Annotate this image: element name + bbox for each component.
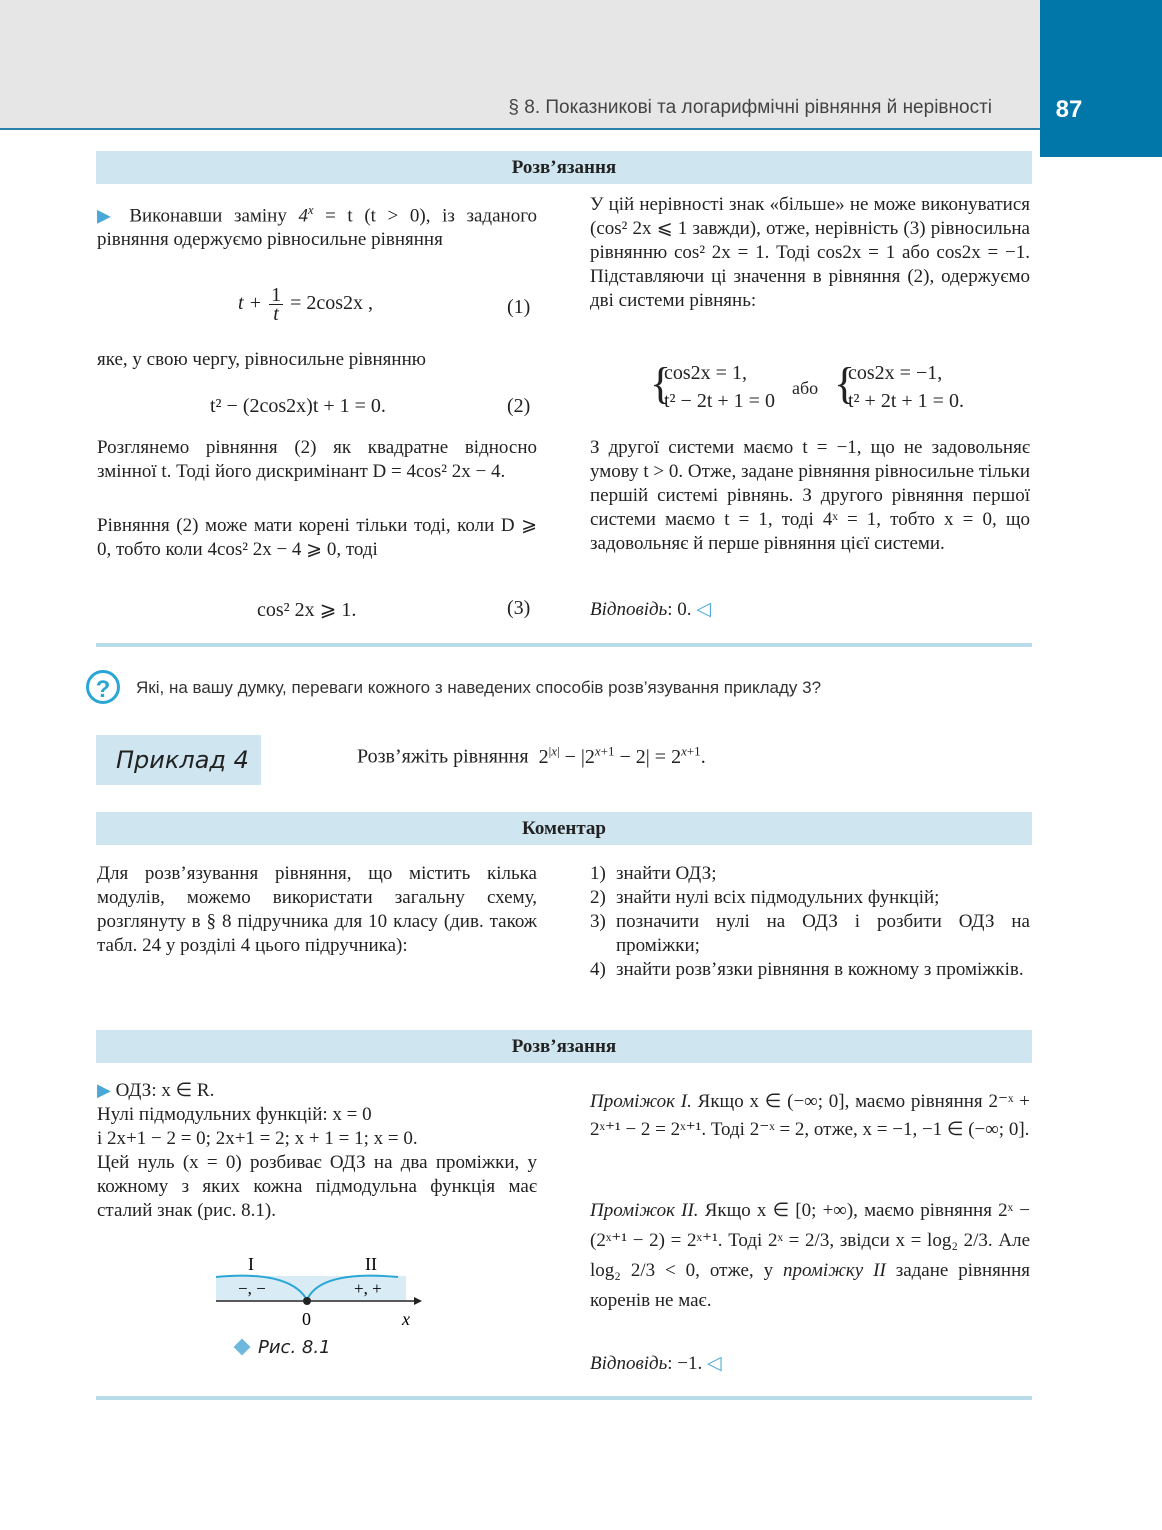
solution1-left-intro: [97, 198, 537, 252]
page-tab: [1040, 0, 1162, 157]
intro-text-b: = t (t > 0), із заданого рівняння одержуємо рівносильне рівняння: [97, 205, 538, 251]
interval-I-body: Якщо x ∈ (−∞; 0], маємо рівняння 2⁻ˣ + 2ˣ⁺¹ − 2 = 2ˣ⁺¹. Тоді 2⁻ˣ = 2, отже, x = −1, −1 ∈ (−∞; 0].: [590, 1091, 1030, 1140]
interval-II-text: [590, 1196, 1030, 1316]
step-number: 2): [590, 887, 606, 908]
eq1-numerator: 1: [271, 284, 282, 306]
eq1-fraction: [269, 286, 283, 323]
eq1-lhs: t +: [238, 292, 263, 315]
text-equivalent: яке, у свою чергу, рівносильне рівнянню: [97, 349, 426, 370]
condition-text: Рівняння (2) може мати корені тільки тоді, коли D ⩾ 0, тобто коли 4cos² 2x − 4 ⩾ 0, тоді: [97, 515, 537, 560]
system1-line1: cos2x = 1,: [664, 362, 747, 384]
comment-text: Для розв’язування рівняння, що містить кілька модулів, можемо використати загальну схему, розглянуту в § 8 підручника для 10 класу (див. також табл. 24 у розділі 4 цього підручника):: [97, 863, 537, 956]
section-divider-bottom: [96, 1396, 1032, 1400]
example-task: [357, 743, 706, 769]
chapter-title: § 8. Показникові та логарифмічні рівняння й нерівності: [508, 97, 992, 118]
interval-II-body-a: Якщо x ∈ [0; +∞), маємо рівняння 2ˣ − (2ˣ⁺¹ − 2) = 2ˣ⁺¹. Тоді 2ˣ = 2/3, звідси x = log₂ 2/3. Але log₂ 2/3 < 0, отже, у: [590, 1200, 1030, 1281]
eq1-denominator: t: [273, 303, 279, 325]
interval-I-text: [590, 1088, 1030, 1144]
step-text: позначити нулі на ОДЗ і розбити ОДЗ на проміжки;: [616, 911, 1030, 956]
interval-II-ital: проміжку II: [783, 1260, 886, 1281]
label-I: I: [248, 1254, 254, 1274]
example-label: Приклад 4: [116, 746, 249, 774]
step-text: знайти розв’язки рівняння в кожному з проміжків.: [616, 959, 1024, 980]
step-item: [590, 886, 1030, 910]
eq3-number: (3): [507, 597, 531, 619]
system1-line2: t² − 2t + 1 = 0: [664, 390, 775, 412]
step-text: знайти ОДЗ;: [616, 863, 717, 884]
answer-value: : 0.: [667, 599, 692, 620]
intro-exponent: x: [307, 203, 314, 217]
zero-label: 0: [302, 1309, 311, 1329]
question-text: Які, на вашу думку, переваги кожного з наведених способів розв’язування прикладу 3?: [136, 678, 822, 697]
system2-line1: cos2x = −1,: [848, 362, 943, 384]
equation-1: [238, 286, 373, 323]
solution2-heading: Розв’язання: [96, 1030, 1032, 1063]
interval-I-head: Проміжок I.: [590, 1091, 692, 1112]
signs-II: +, +: [354, 1279, 382, 1298]
step-number: 3): [590, 911, 606, 932]
number-line-figure: [210, 1250, 430, 1335]
answer-value: : −1.: [667, 1353, 703, 1374]
zeros-line2: і 2x+1 − 2 = 0; 2x+1 = 2; x + 1 = 1; x = 0.: [97, 1128, 418, 1149]
answer-2: [590, 1352, 1030, 1376]
end-marker-icon: ◁: [707, 1353, 722, 1374]
equation-3: cos² 2x ⩾ 1.: [257, 599, 357, 621]
zeros-line1: Нулі підмодульних функцій: x = 0: [97, 1104, 372, 1125]
solution1-right-text: У цій нерівності знак «більше» не може виконуватися (cos² 2x ⩽ 1 завжди), отже, нерівність (3) рівносильна рівнянню cos² 2x = 1. Тоді cos2x = 1 або cos2x = −1. Підставляючи ці значення в рівняння (2), одержуємо дві системи рівнянь:: [590, 194, 1030, 311]
intro-text-a: Виконавши заміну: [129, 205, 287, 227]
diamond-icon: [234, 1339, 251, 1356]
eq2-number: (2): [507, 395, 531, 417]
header-rule: [0, 128, 1040, 130]
answer-label: Відповідь: [590, 1353, 668, 1374]
signs-I: −, −: [238, 1279, 266, 1298]
page-number: 87: [1055, 96, 1083, 123]
question-icon: ?: [86, 670, 120, 704]
discriminant-text: Розглянемо рівняння (2) як квадратне відносно змінної t. Тоді його дискримінант D = 4cos² 2x − 4.: [97, 437, 537, 482]
intro-base: 4: [298, 205, 308, 227]
step-number: 4): [590, 959, 606, 980]
section-divider: [96, 643, 1032, 647]
interval-II-head: Проміжок II.: [590, 1200, 699, 1221]
step-text: знайти нулі всіх підмодульних функцій;: [616, 887, 940, 908]
odz-text: ОДЗ: x ∈ R.: [115, 1080, 215, 1101]
brace-1: {: [650, 359, 672, 408]
brace-2: {: [834, 359, 856, 408]
solution2-left: [97, 1078, 537, 1223]
eq1-rhs: = 2cos2x ,: [290, 292, 374, 315]
system2-line2: t² + 2t + 1 = 0.: [848, 390, 964, 412]
axis-arrow: [414, 1297, 422, 1305]
label-II: II: [365, 1254, 377, 1274]
caption-text: Рис. 8.1: [258, 1337, 331, 1358]
eq1-number: (1): [507, 296, 531, 318]
task-equation: $2^{|x|} - |2^{x+1} - 2| = 2^{x+1}$.: [538, 743, 706, 768]
axis-label: x: [402, 1309, 410, 1329]
answer-1: [590, 598, 1030, 622]
end-marker-icon: ◁: [696, 599, 711, 620]
task-text: Розв’яжіть рівняння: [357, 745, 529, 768]
zero-point: [303, 1297, 311, 1305]
triangle-marker-icon: ▶: [97, 205, 118, 226]
split-text: Цей нуль (x = 0) розбиває ОДЗ на два проміжки, у кожному з яких кожна підмодульна функція має сталий знак (рис. 8.1).: [97, 1152, 537, 1221]
solution-heading: Розв’язання: [96, 151, 1032, 184]
solution1-conclusion: З другої системи маємо t = −1, що не задовольняє умову t > 0. Отже, задане рівняння рівносильне тільки першій системі рівнянь. З другого рівняння першої системи маємо t = 1, тоді 4ˣ = 1, тобто x = 0, що задовольняє й перше рівняння цієї системи.: [590, 437, 1030, 554]
figure-caption: [236, 1337, 331, 1358]
step-number: 1): [590, 863, 606, 884]
step-item: [590, 910, 1030, 958]
comment-heading: Коментар: [96, 812, 1032, 845]
triangle-marker-icon: ▶: [97, 1080, 111, 1100]
equation-2: t² − (2cos2x)t + 1 = 0.: [210, 395, 386, 417]
or-word: або: [792, 378, 819, 398]
answer-label: Відповідь: [590, 599, 668, 620]
steps-list: [590, 862, 1030, 982]
interval-II-body-b: задане рівняння коренів не має.: [590, 1260, 1030, 1311]
step-item: [590, 862, 1030, 886]
step-item: [590, 958, 1030, 982]
